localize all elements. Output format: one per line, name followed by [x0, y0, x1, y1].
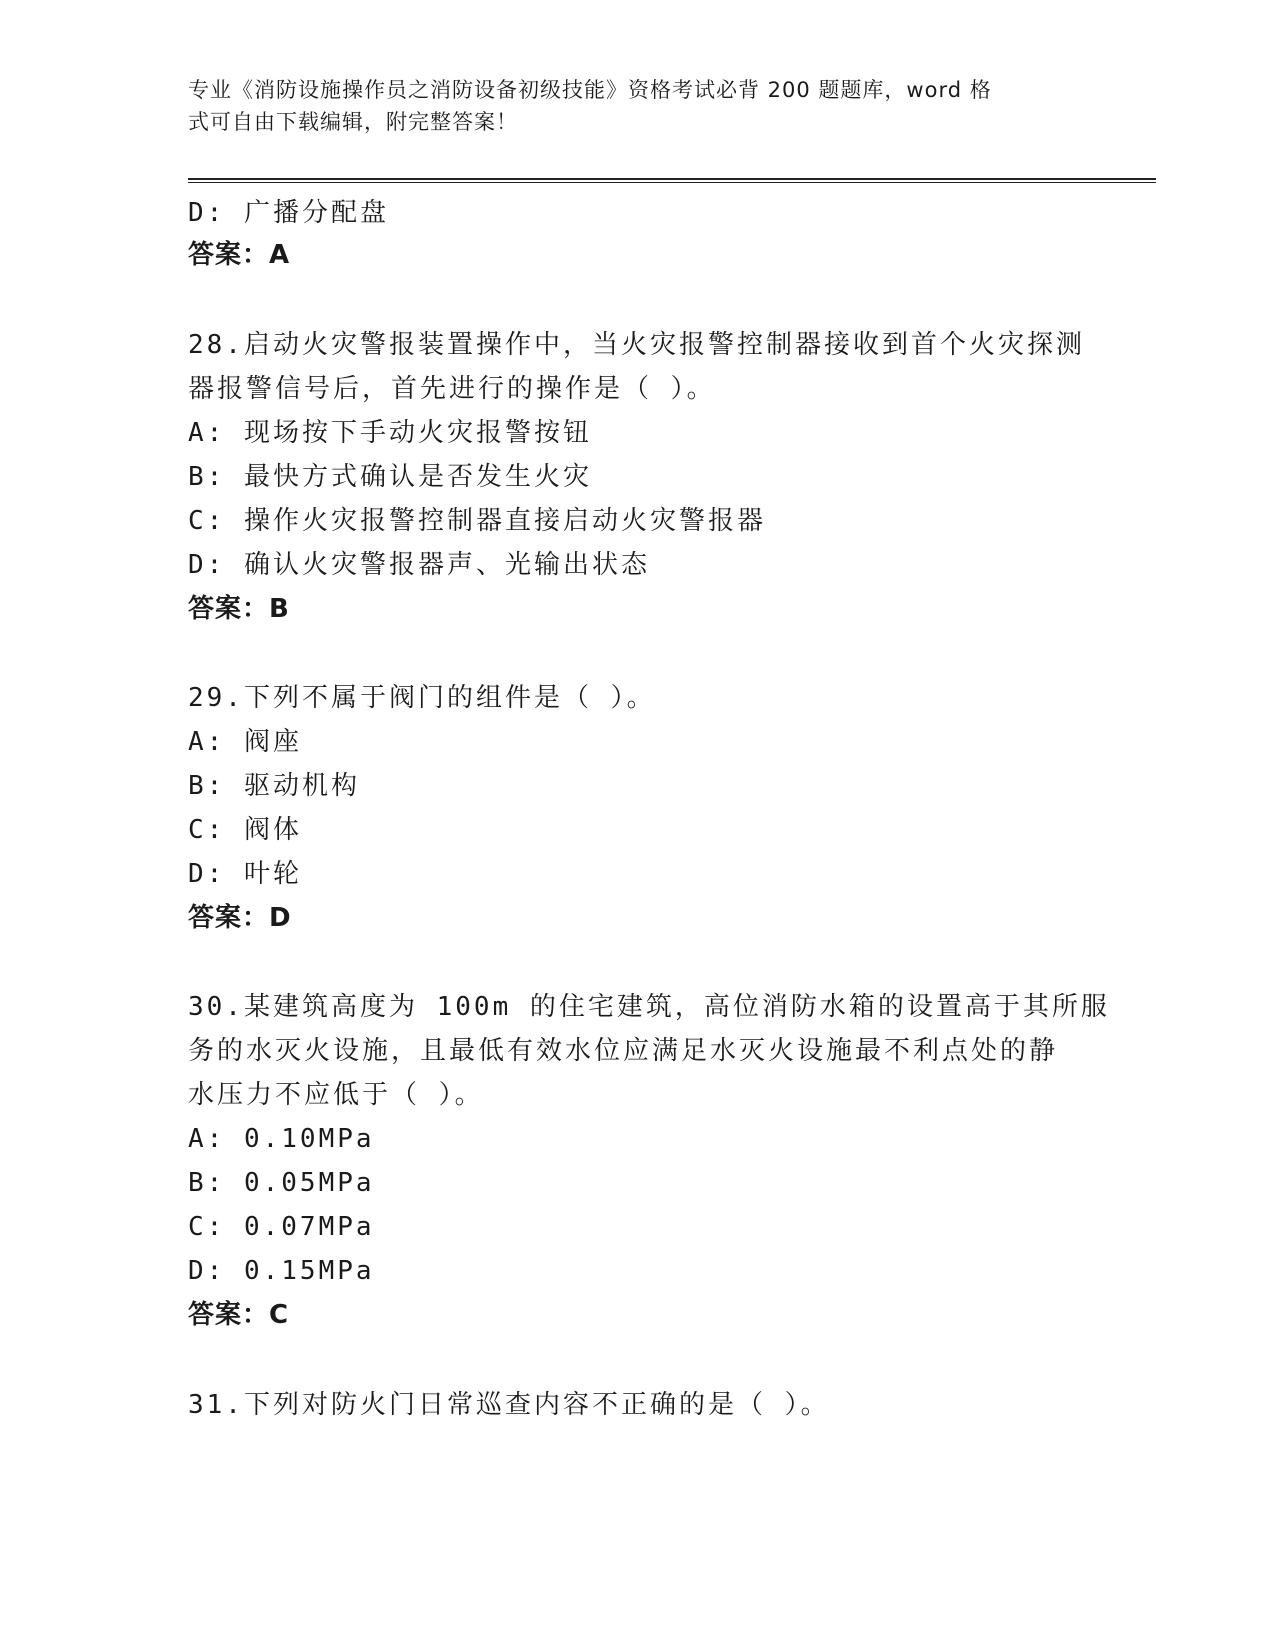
q28-option-a: A: 现场按下手动火灾报警按钮	[188, 418, 592, 448]
q29-option-a: A: 阀座	[188, 727, 302, 757]
document-header	[188, 74, 1068, 138]
q30-option-a: A: 0.10MPa	[188, 1124, 375, 1154]
q29-stem-line-1: 29.下列不属于阀门的组件是（ ）。	[188, 683, 656, 713]
header-line-2: 式可自由下载编辑，附完整答案！	[188, 110, 518, 134]
q30-option-d: D: 0.15MPa	[188, 1256, 375, 1286]
q28-stem-line-1: 28.启动火灾警报装置操作中，当火灾报警控制器接收到首个火灾探测	[188, 330, 1085, 360]
q29-answer: 答案：D	[188, 903, 292, 933]
header-divider-thin	[188, 182, 1156, 183]
q30-stem-line-2: 务的水灭火设施，且最低有效水位应满足水灭火设施最不利点处的静	[188, 1036, 1059, 1066]
q28-option-b: B: 最快方式确认是否发生火灾	[188, 462, 592, 492]
q28-answer: 答案：B	[188, 594, 290, 624]
q28-option-c: C: 操作火灾报警控制器直接启动火灾警报器	[188, 506, 766, 536]
header-line-1: 专业《消防设施操作员之消防设备初级技能》资格考试必背 200 题题库，word 格	[188, 78, 992, 102]
q30-option-c: C: 0.07MPa	[188, 1212, 375, 1242]
q31-stem-line-1: 31.下列对防火门日常巡查内容不正确的是（ ）。	[188, 1390, 830, 1420]
q30-stem-line-3: 水压力不应低于（ ）。	[188, 1080, 484, 1110]
q30-stem-line-1: 30.某建筑高度为 100m 的住宅建筑，高位消防水箱的设置高于其所服	[188, 992, 1110, 1022]
q28-stem-line-2: 器报警信号后，首先进行的操作是（ ）。	[188, 374, 716, 404]
q30-answer: 答案：C	[188, 1300, 290, 1330]
q29-option-c: C: 阀体	[188, 815, 302, 845]
q28-option-d: D: 确认火灾警报器声、光输出状态	[188, 550, 650, 580]
header-divider-thick	[188, 178, 1156, 180]
prev-answer: 答案：A	[188, 240, 291, 270]
q29-option-d: D: 叶轮	[188, 859, 302, 889]
q29-option-b: B: 驱动机构	[188, 771, 360, 801]
q30-option-b: B: 0.05MPa	[188, 1168, 375, 1198]
prev-option-d: D: 广播分配盘	[188, 198, 389, 228]
